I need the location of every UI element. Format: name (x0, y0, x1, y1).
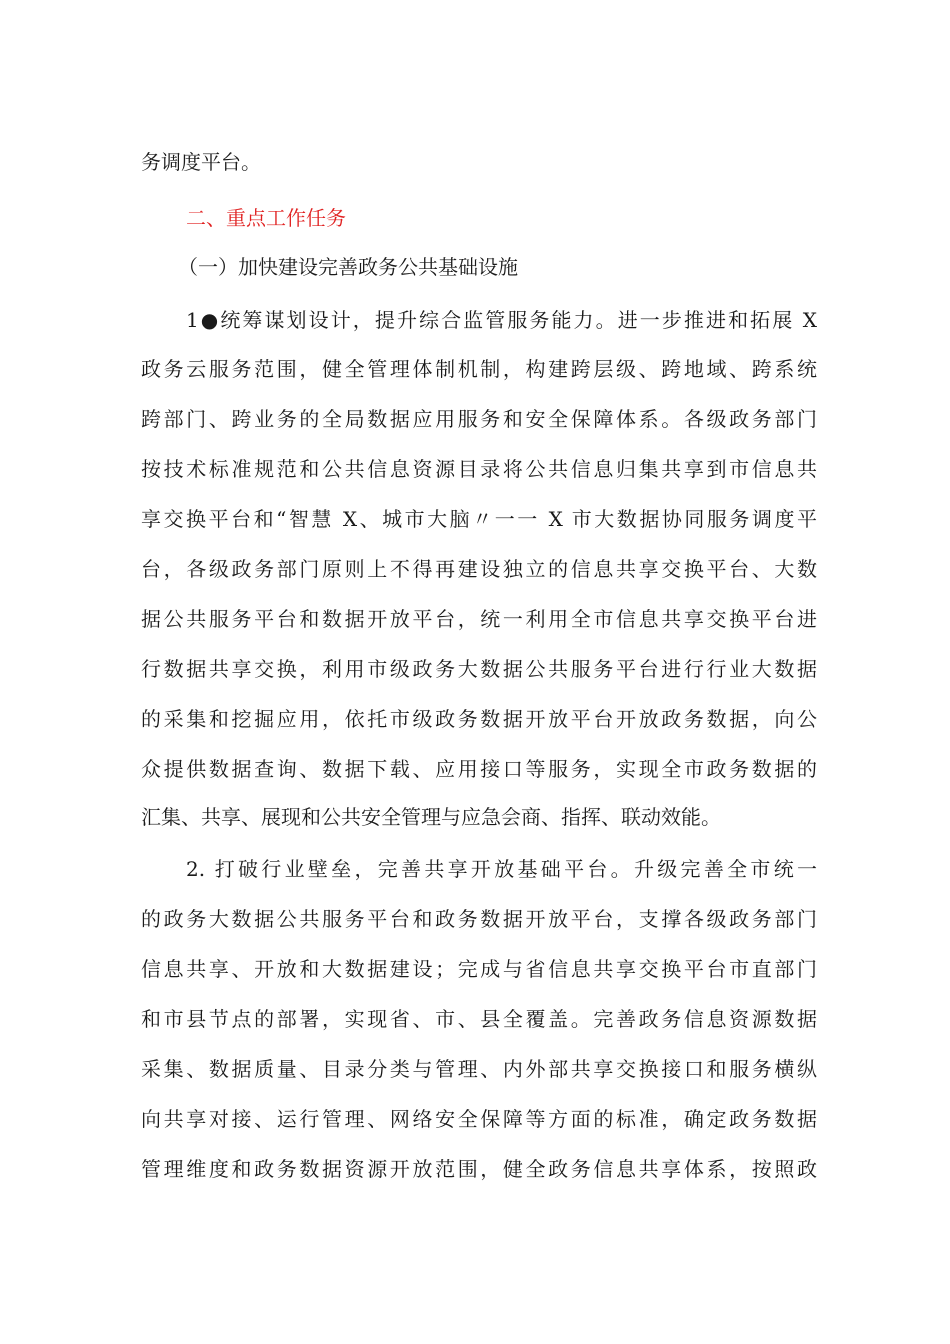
paragraph-1-line: 的采集和挖掘应用，依托市级政务数据开放平台开放政务数据，向公 (141, 707, 817, 731)
section-heading: 二、重点工作任务 (186, 206, 346, 230)
paragraph-1-line: 台，各级政务部门原则上不得再建设独立的信息共享交换平台、大数 (141, 557, 817, 581)
paragraph-1-line: 据公共服务平台和数据开放平台，统一利用全市信息共享交换平台进 (141, 607, 817, 631)
paragraph-line-continuation: 务调度平台。 (141, 150, 261, 174)
paragraph-1-line: 众提供数据查询、数据下载、应用接口等服务，实现全市政务数据的 (141, 757, 817, 781)
paragraph-1-line: 按技术标准规范和公共信息资源目录将公共信息归集共享到市信息共 (141, 457, 817, 481)
paragraph-1-line: 政务云服务范围，健全管理体制机制，构建跨层级、跨地域、跨系统 (141, 357, 817, 381)
paragraph-2-line: 和市县节点的部署，实现省、市、县全覆盖。完善政务信息资源数据 (141, 1007, 817, 1031)
paragraph-2-line: 信息共享、开放和大数据建设；完成与省信息共享交换平台市直部门 (141, 957, 817, 981)
paragraph-1-line: 1●统筹谋划设计，提升综合监管服务能力。进一步推进和拓展 X (186, 308, 817, 332)
paragraph-1-line: 享交换平台和“智慧 X、城市大脑〃一一 X 市大数据协同服务调度平 (141, 507, 817, 531)
paragraph-2-line: 向共享对接、运行管理、网络安全保障等方面的标准，确定政务数据 (141, 1107, 817, 1131)
paragraph-1-line: 汇集、共享、展现和公共安全管理与应急会商、指挥、联动效能。 (141, 805, 721, 829)
paragraph-1-line: 跨部门、跨业务的全局数据应用服务和安全保障体系。各级政务部门 (141, 407, 817, 431)
paragraph-2-line: 的政务大数据公共服务平台和政务数据开放平台，支撑各级政务部门 (141, 907, 817, 931)
paragraph-1-line: 行数据共享交换，利用市级政务大数据公共服务平台进行行业大数据 (141, 657, 817, 681)
paragraph-2-line: 管理维度和政务数据资源开放范围，健全政务信息共享体系，按照政 (141, 1157, 817, 1181)
paragraph-2-line: 2. 打破行业壁垒，完善共享开放基础平台。升级完善全市统一 (186, 857, 817, 881)
paragraph-2-line: 采集、数据质量、目录分类与管理、内外部共享交换接口和服务横纵 (141, 1057, 817, 1081)
subsection-heading: （一）加快建设完善政务公共基础设施 (178, 255, 518, 279)
